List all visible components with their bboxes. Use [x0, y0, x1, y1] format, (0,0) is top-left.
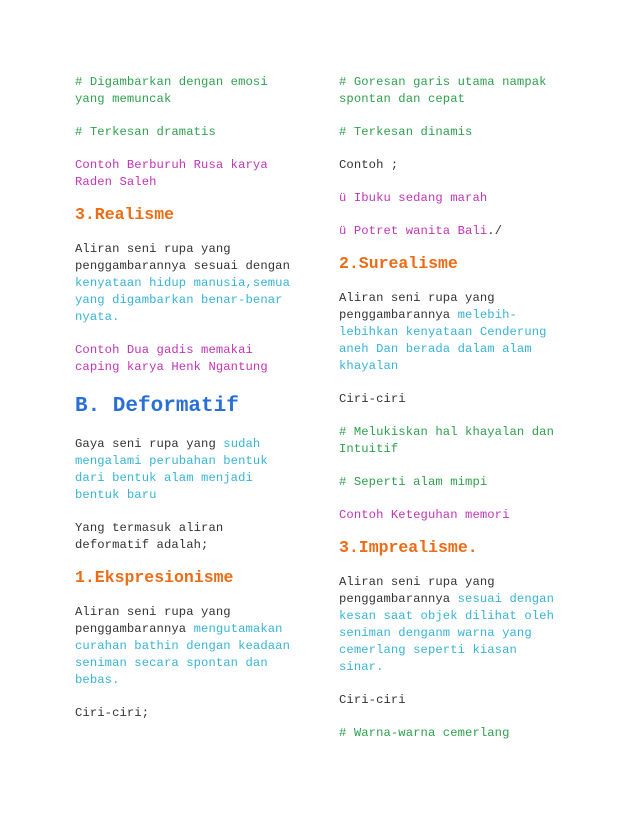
bullet-goresan: # Goresan garis utama nampak spontan dan cepat [339, 75, 547, 106]
ekspresionisme-ciri-label: Ciri-ciri; [75, 706, 150, 720]
imprealisme-ciri-label: Ciri-ciri [339, 693, 406, 707]
surealisme-example: Contoh Keteguhan memori [339, 508, 510, 522]
imprealisme-desc-plain: Aliran seni rupa yang penggambarannya [339, 575, 495, 606]
surealisme-description [339, 290, 564, 375]
bullet-cemerlang: # Warna-warna cemerlang [339, 726, 510, 740]
example-potret-tail: ./ [487, 224, 503, 238]
imprealisme-description [339, 574, 564, 676]
ekspresionisme-desc-highlight: mengutamakan curahan bathin dengan keadaan seniman secara spontan dan bebas. [75, 622, 290, 687]
realisme-desc-plain: Aliran seni rupa yang penggambarannya sesuai dengan [75, 242, 290, 273]
surealisme-desc-plain: Aliran seni rupa yang penggambarannya [339, 291, 495, 322]
deformatif-heading: B. Deformatif [75, 395, 239, 418]
ekspresionisme-heading: 1.Ekspresionisme [75, 568, 234, 587]
example-potret [339, 223, 564, 240]
realisme-example: Contoh Dua gadis memakai caping karya Henk Ngantung [75, 343, 268, 374]
romantisme-example: Contoh Berburuh Rusa karya Raden Saleh [75, 158, 268, 189]
realisme-heading: 3.Realisme [75, 205, 175, 224]
bullet-khayalan: # Melukiskan hal khayalan dan Intuitif [339, 425, 554, 456]
ekspresionisme-desc-plain: Aliran seni rupa yang penggambarannya [75, 605, 231, 636]
deformatif-description [75, 436, 300, 504]
imprealisme-heading: 3.Imprealisme. [339, 538, 478, 557]
right-column [339, 74, 564, 742]
deformatif-list-intro: Yang termasuk aliran deformatif adalah; [75, 521, 224, 552]
ekspresionisme-description [75, 604, 300, 689]
bullet-dramatis: # Terkesan dramatis [75, 125, 216, 139]
bullet-emosi: # Digambarkan dengan emosi yang memuncak [75, 75, 268, 106]
imprealisme-desc-highlight: sesuai dengan kesan saat objek dilihat oleh seniman denganm warna yang cemerlang seperti kiasan sinar. [339, 592, 555, 674]
left-column [75, 74, 300, 722]
realisme-description [75, 241, 300, 326]
deformatif-desc-highlight: sudah mengalami perubahan bentuk dari bentuk alam menjadi bentuk baru [75, 437, 268, 502]
surealisme-desc-highlight: melebih-lebihkan kenyataan Cenderung aneh Dan berada dalam alam khayalan [339, 308, 547, 373]
bullet-dinamis: # Terkesan dinamis [339, 125, 473, 139]
example-ibuku: ü Ibuku sedang marah [339, 191, 488, 205]
contoh-label: Contoh ; [339, 158, 399, 172]
example-potret-text: ü Potret wanita Bali [339, 224, 488, 238]
realisme-desc-highlight: kenyataan hidup manusia,semua yang digambarkan benar-benar nyata. [75, 276, 290, 324]
surealisme-ciri-label: Ciri-ciri [339, 392, 406, 406]
bullet-mimpi: # Seperti alam mimpi [339, 475, 488, 489]
deformatif-desc-plain: Gaya seni rupa yang [75, 437, 224, 451]
surealisme-heading: 2.Surealisme [339, 254, 458, 273]
